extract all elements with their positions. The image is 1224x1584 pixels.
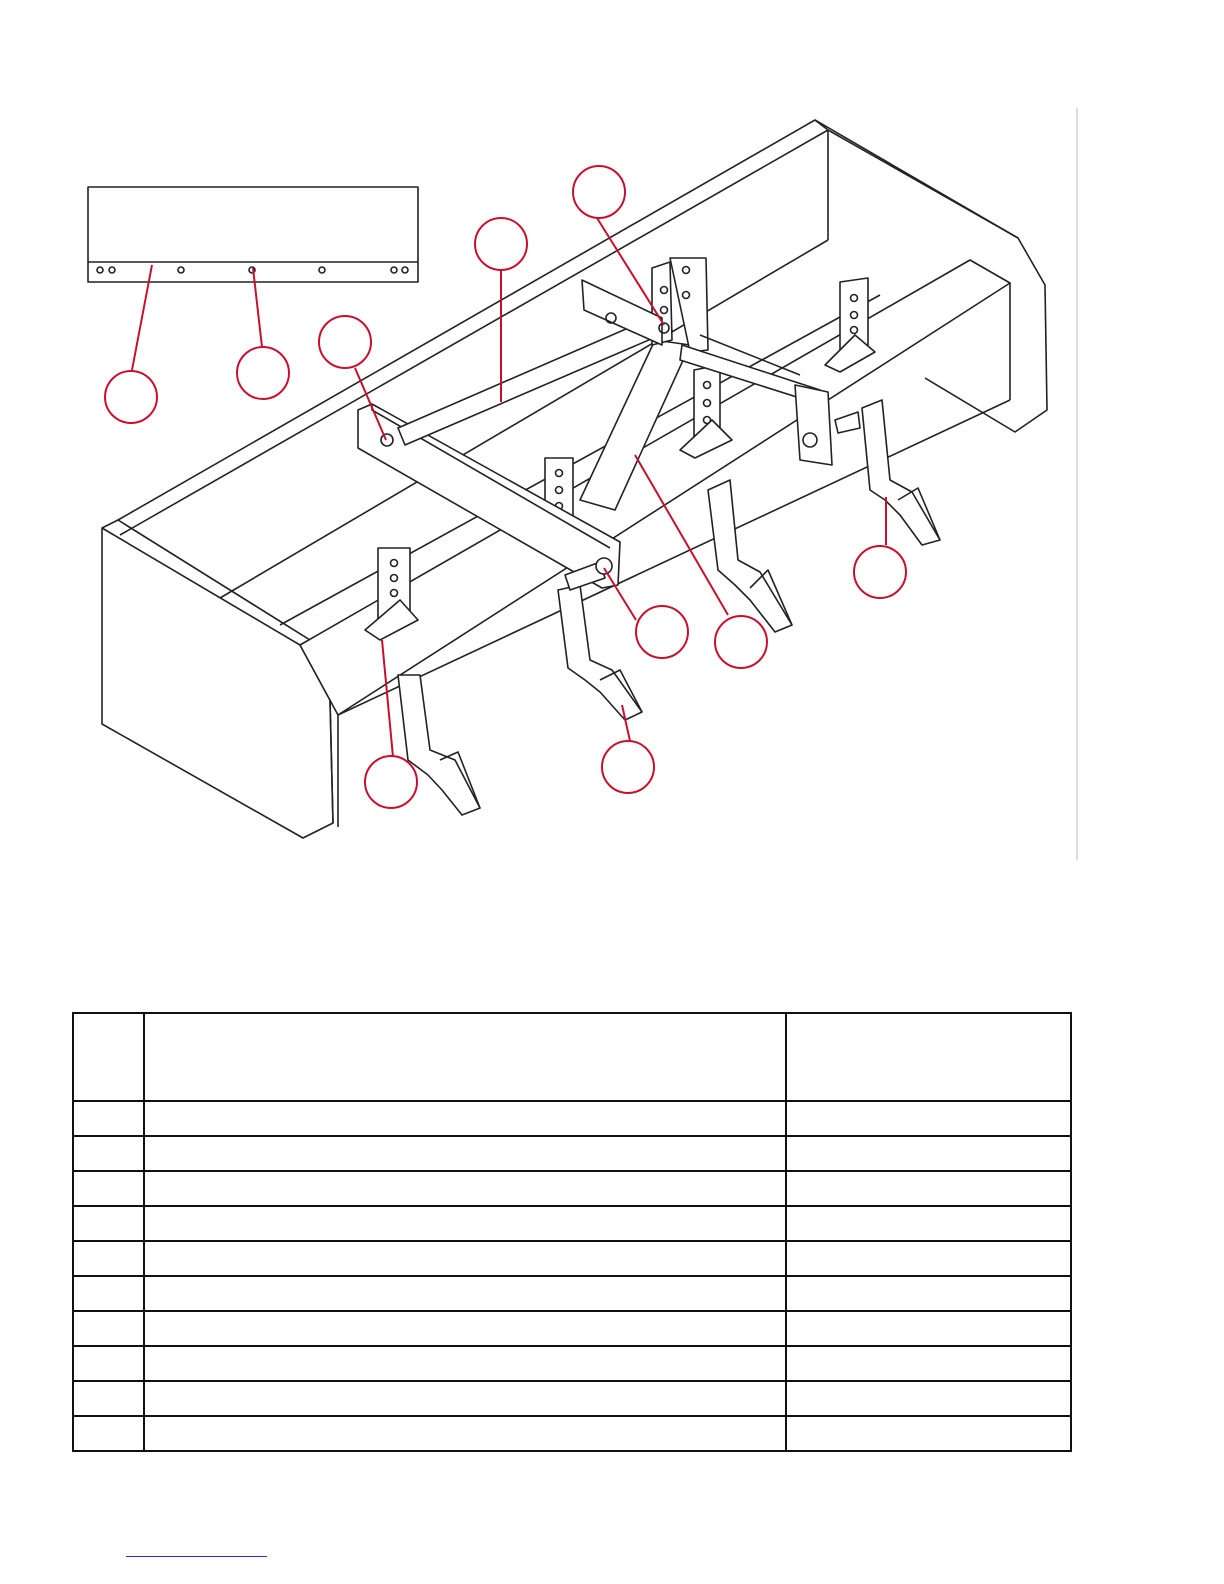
callout-9	[602, 741, 654, 793]
table-row	[73, 1171, 1071, 1206]
table-row	[73, 1101, 1071, 1136]
callout-6	[854, 546, 906, 598]
callout-3	[319, 316, 371, 368]
header-description	[144, 1013, 786, 1101]
table-row	[73, 1416, 1071, 1451]
table-row	[73, 1136, 1071, 1171]
parts-table	[72, 1012, 1072, 1452]
callout-5	[573, 166, 625, 218]
callout-7	[636, 606, 688, 658]
callout-2	[237, 347, 289, 399]
table-row	[73, 1276, 1071, 1311]
header-part-no	[786, 1013, 1071, 1101]
table-row	[73, 1241, 1071, 1276]
callout-4	[475, 218, 527, 270]
callout-10	[365, 756, 417, 808]
table-row	[73, 1206, 1071, 1241]
table-header-row	[73, 1013, 1071, 1101]
header-ref-no	[73, 1013, 144, 1101]
callout-8	[715, 616, 767, 668]
cutting-edge-inset	[88, 187, 418, 282]
table-row	[73, 1381, 1071, 1416]
table-row	[73, 1346, 1071, 1381]
callout-1	[105, 371, 157, 423]
table-row	[73, 1311, 1071, 1346]
footer-link-rule	[126, 1556, 267, 1557]
